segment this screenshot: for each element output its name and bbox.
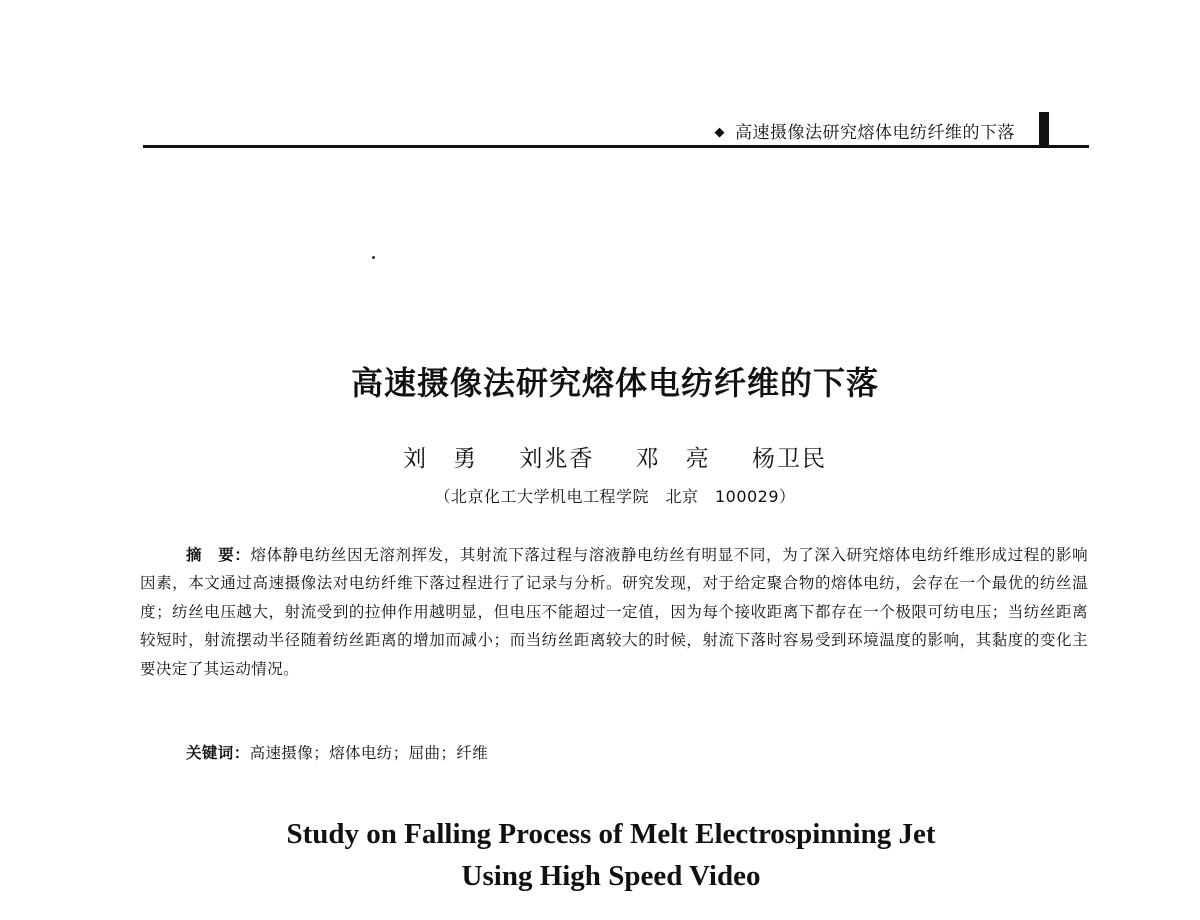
keywords	[186, 741, 488, 763]
keywords-text: 高速摄像；熔体电纺；屈曲；纤维	[249, 744, 489, 762]
header-rule	[143, 145, 1089, 148]
header-bar-mark	[1039, 112, 1049, 148]
author-name: 刘 勇	[403, 446, 479, 472]
abstract-text: 熔体静电纺丝因无溶剂挥发，其射流下落过程与溶液静电纺丝有明显不同，为了深入研究熔体电纺纤维形成过程的影响因素，本文通过高速摄像法对电纺纤维下落过程进行了记录与分析。研究发现，对于给定聚合物的熔体电纺，会存在一个最优的纺丝温度；纺丝电压越大，射流受到的拉伸作用越明显，但电压不能超过一定值，因为每个接收距离下都存在一个极限可纺电压；当纺丝距离较短时，射流摆动半径随着纺丝距离的增加而减小；而当纺丝距离较大的时候，射流下落时容易受到环境温度的影响，其黏度的变化主要决定了其运动情况。	[140, 546, 1088, 678]
affiliation: （北京化工大学机电工程学院 北京 100029）	[434, 487, 796, 506]
paper-title-en-line1: Study on Falling Process of Melt Electrospinning Jet	[286, 818, 936, 850]
paper-title-zh: 高速摄像法研究熔体电纺纤维的下落	[350, 364, 879, 402]
diamond-bullet-icon: ◆	[714, 125, 725, 140]
abstract	[140, 541, 1088, 683]
paper-title-en	[0, 813, 1200, 897]
running-header-title: 高速摄像法研究熔体电纺纤维的下落	[735, 123, 1015, 143]
abstract-label: 摘 要：	[186, 546, 251, 564]
author-name: 邓 亮	[635, 446, 711, 472]
author-name: 杨卫民	[751, 446, 827, 472]
running-header-title-wrap	[715, 118, 1016, 143]
keywords-label: 关键词：	[186, 744, 250, 762]
author-name: 刘兆香	[519, 446, 595, 472]
paper-title-en-line2: Using High Speed Video	[461, 860, 761, 892]
author-list	[0, 440, 1200, 473]
scan-speck	[372, 256, 375, 259]
running-header	[143, 112, 1089, 152]
